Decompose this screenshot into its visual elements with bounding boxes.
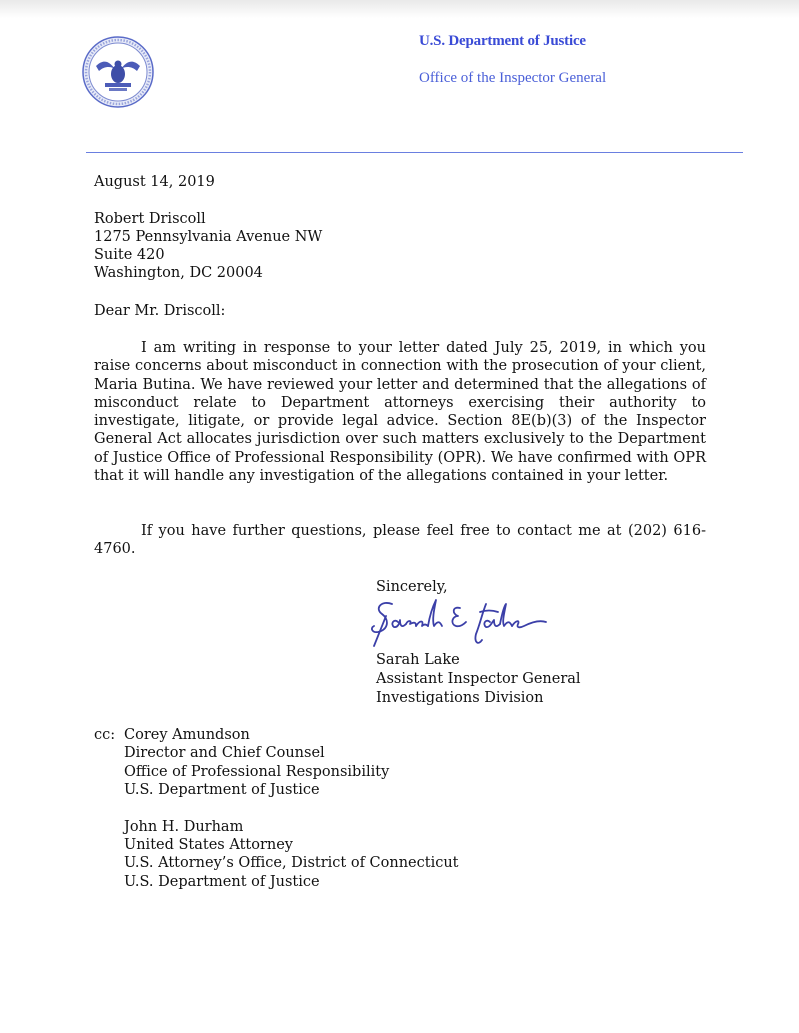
letter-date: August 14, 2019	[94, 174, 215, 190]
body-paragraph-1	[94, 339, 706, 485]
recipient-name: Robert Driscoll	[94, 211, 206, 227]
cc-recipient-1-office: Office of Professional Responsibility	[124, 764, 390, 780]
recipient-suite: Suite 420	[94, 247, 165, 263]
salutation: Dear Mr. Driscoll:	[94, 303, 226, 319]
recipient-street: 1275 Pennsylvania Avenue NW	[94, 229, 323, 245]
cc-recipient-1-title: Director and Chief Counsel	[124, 745, 325, 761]
body-paragraph-2	[94, 522, 706, 559]
cc-prefix: cc:	[94, 727, 116, 743]
doj-seal-icon	[82, 36, 154, 108]
signer-name: Sarah Lake	[376, 652, 460, 668]
header-divider	[86, 152, 743, 153]
page-top-shade	[0, 0, 799, 18]
body-paragraph-1-text: I am writing in response to your letter dated July 25, 2019, in which you raise concerns about misconduct in connection with the prosecution of your client, Maria Butina. We have reviewed your letter and determined that the allegations of misconduct relate to Department attorneys exercising their authority to investigate, litigate, or provide legal advice. Section 8E(b)(3) of the Inspector General Act allocates jurisdiction over such matters exclusively to the Department of Justice Office of Professional Responsibility (OPR). We have confirmed with OPR that it will handle any investigation of the allegations contained in your letter.	[94, 340, 706, 485]
letterhead-title: U.S. Department of Justice	[419, 33, 586, 49]
cc-recipient-1-name: Corey Amundson	[124, 727, 250, 743]
letterhead-subtitle: Office of the Inspector General	[419, 70, 607, 86]
cc-recipient-2-name: John H. Durham	[124, 819, 244, 835]
cc-recipient-2-title: United States Attorney	[124, 837, 294, 853]
signature-image	[368, 594, 552, 652]
signer-division: Investigations Division	[376, 690, 544, 706]
body-paragraph-2-text: If you have further questions, please feel free to contact me at (202) 616-4760.	[94, 523, 706, 558]
signer-title: Assistant Inspector General	[376, 671, 581, 687]
recipient-city: Washington, DC 20004	[94, 265, 263, 281]
closing: Sincerely,	[376, 579, 448, 595]
cc-recipient-2-office: U.S. Attorney’s Office, District of Connecticut	[124, 855, 459, 871]
cc-recipient-1-dept: U.S. Department of Justice	[124, 782, 320, 798]
cc-recipient-2-dept: U.S. Department of Justice	[124, 874, 320, 890]
